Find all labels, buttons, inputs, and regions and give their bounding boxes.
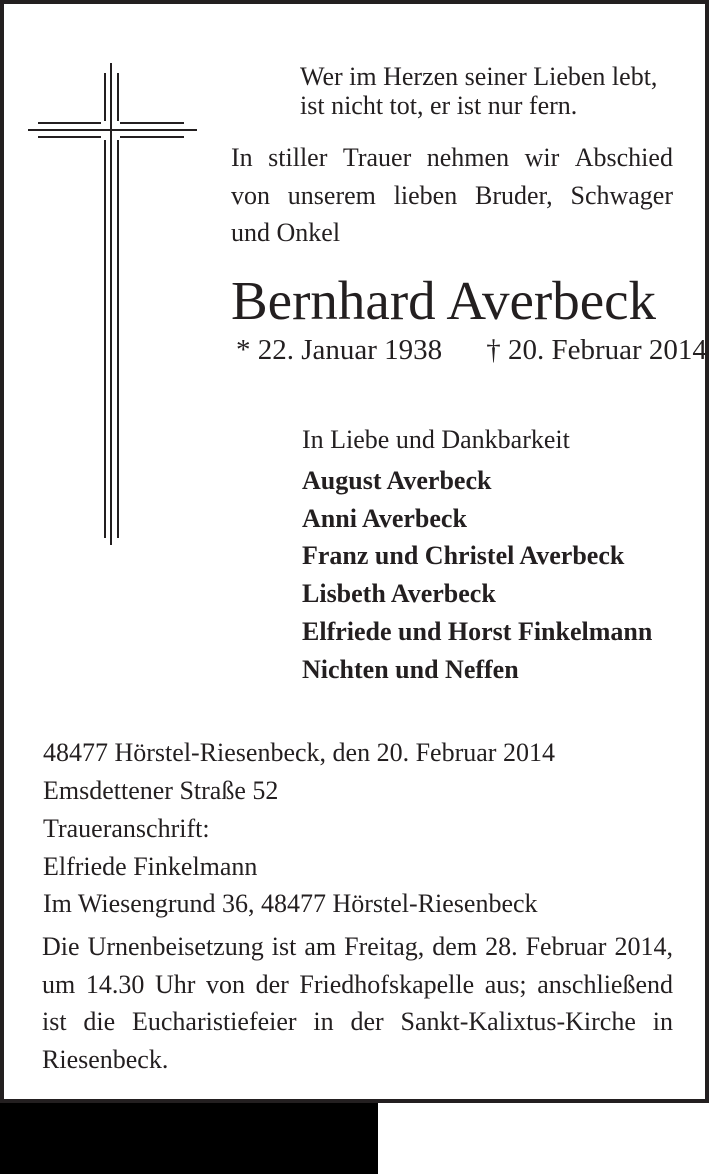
place-date-block — [43, 734, 555, 809]
text-line: Riesenbeck. — [42, 1045, 169, 1075]
tribute-line: In Liebe und Dankbarkeit — [302, 425, 570, 454]
text-line: Elfriede Finkelmann — [43, 851, 258, 881]
death-date: † 20. Februar 2014 — [486, 334, 707, 366]
condolence-address-block — [43, 810, 538, 923]
deceased-name: Bernhard Averbeck — [231, 270, 657, 331]
text-line: Emsdettener Straße 52 — [43, 775, 279, 805]
text-line: um 14.30 Uhr von der Friedhofskapelle aus; anschließend — [42, 969, 673, 999]
cross-line — [120, 122, 184, 124]
cross-line — [117, 140, 119, 538]
cross-line — [120, 136, 184, 138]
cross-line — [38, 136, 101, 138]
text-line: Elfriede und Horst Finkelmann — [302, 616, 653, 646]
cross-line — [110, 63, 112, 545]
life-dates — [236, 334, 707, 366]
mourners-list — [302, 462, 652, 688]
text-line: Nichten und Neffen — [302, 654, 519, 684]
text-line: von unserem lieben Bruder, Schwager — [231, 180, 673, 210]
text-line: Franz und Christel Averbeck — [302, 541, 625, 571]
text-line: Traueranschrift: — [43, 814, 210, 843]
text-line: In stiller Trauer nehmen wir Abschied — [231, 143, 673, 172]
redaction-block — [0, 1103, 378, 1174]
cross-line — [104, 73, 106, 121]
birth-date: * 22. Januar 1938 — [236, 334, 443, 366]
text-line: Wer im Herzen seiner Lieben lebt, — [300, 62, 658, 91]
text-line: Anni Averbeck — [302, 503, 467, 533]
text-line: und Onkel — [231, 218, 341, 248]
cross-line — [28, 129, 197, 131]
text-line: ist die Eucharistiefeier in der Sankt-Kalixtus-Kirche in — [42, 1007, 673, 1037]
text-line: 48477 Hörstel-Riesenbeck, den 20. Februar 2014 — [43, 738, 555, 767]
text-line: ist nicht tot, er ist nur fern. — [300, 91, 578, 120]
cross-line — [117, 73, 119, 121]
text-line: Die Urnenbeisetzung ist am Freitag, dem 28. Februar 2014, — [42, 932, 673, 961]
text-line: August Averbeck — [302, 466, 492, 495]
cross-line — [38, 122, 101, 124]
memorial-quote — [300, 62, 657, 120]
funeral-info-paragraph — [42, 928, 673, 1079]
text-line: Lisbeth Averbeck — [302, 579, 496, 609]
text-line: Im Wiesengrund 36, 48477 Hörstel-Riesenbeck — [43, 889, 538, 919]
cross-line — [104, 140, 106, 538]
intro-paragraph — [231, 139, 673, 252]
